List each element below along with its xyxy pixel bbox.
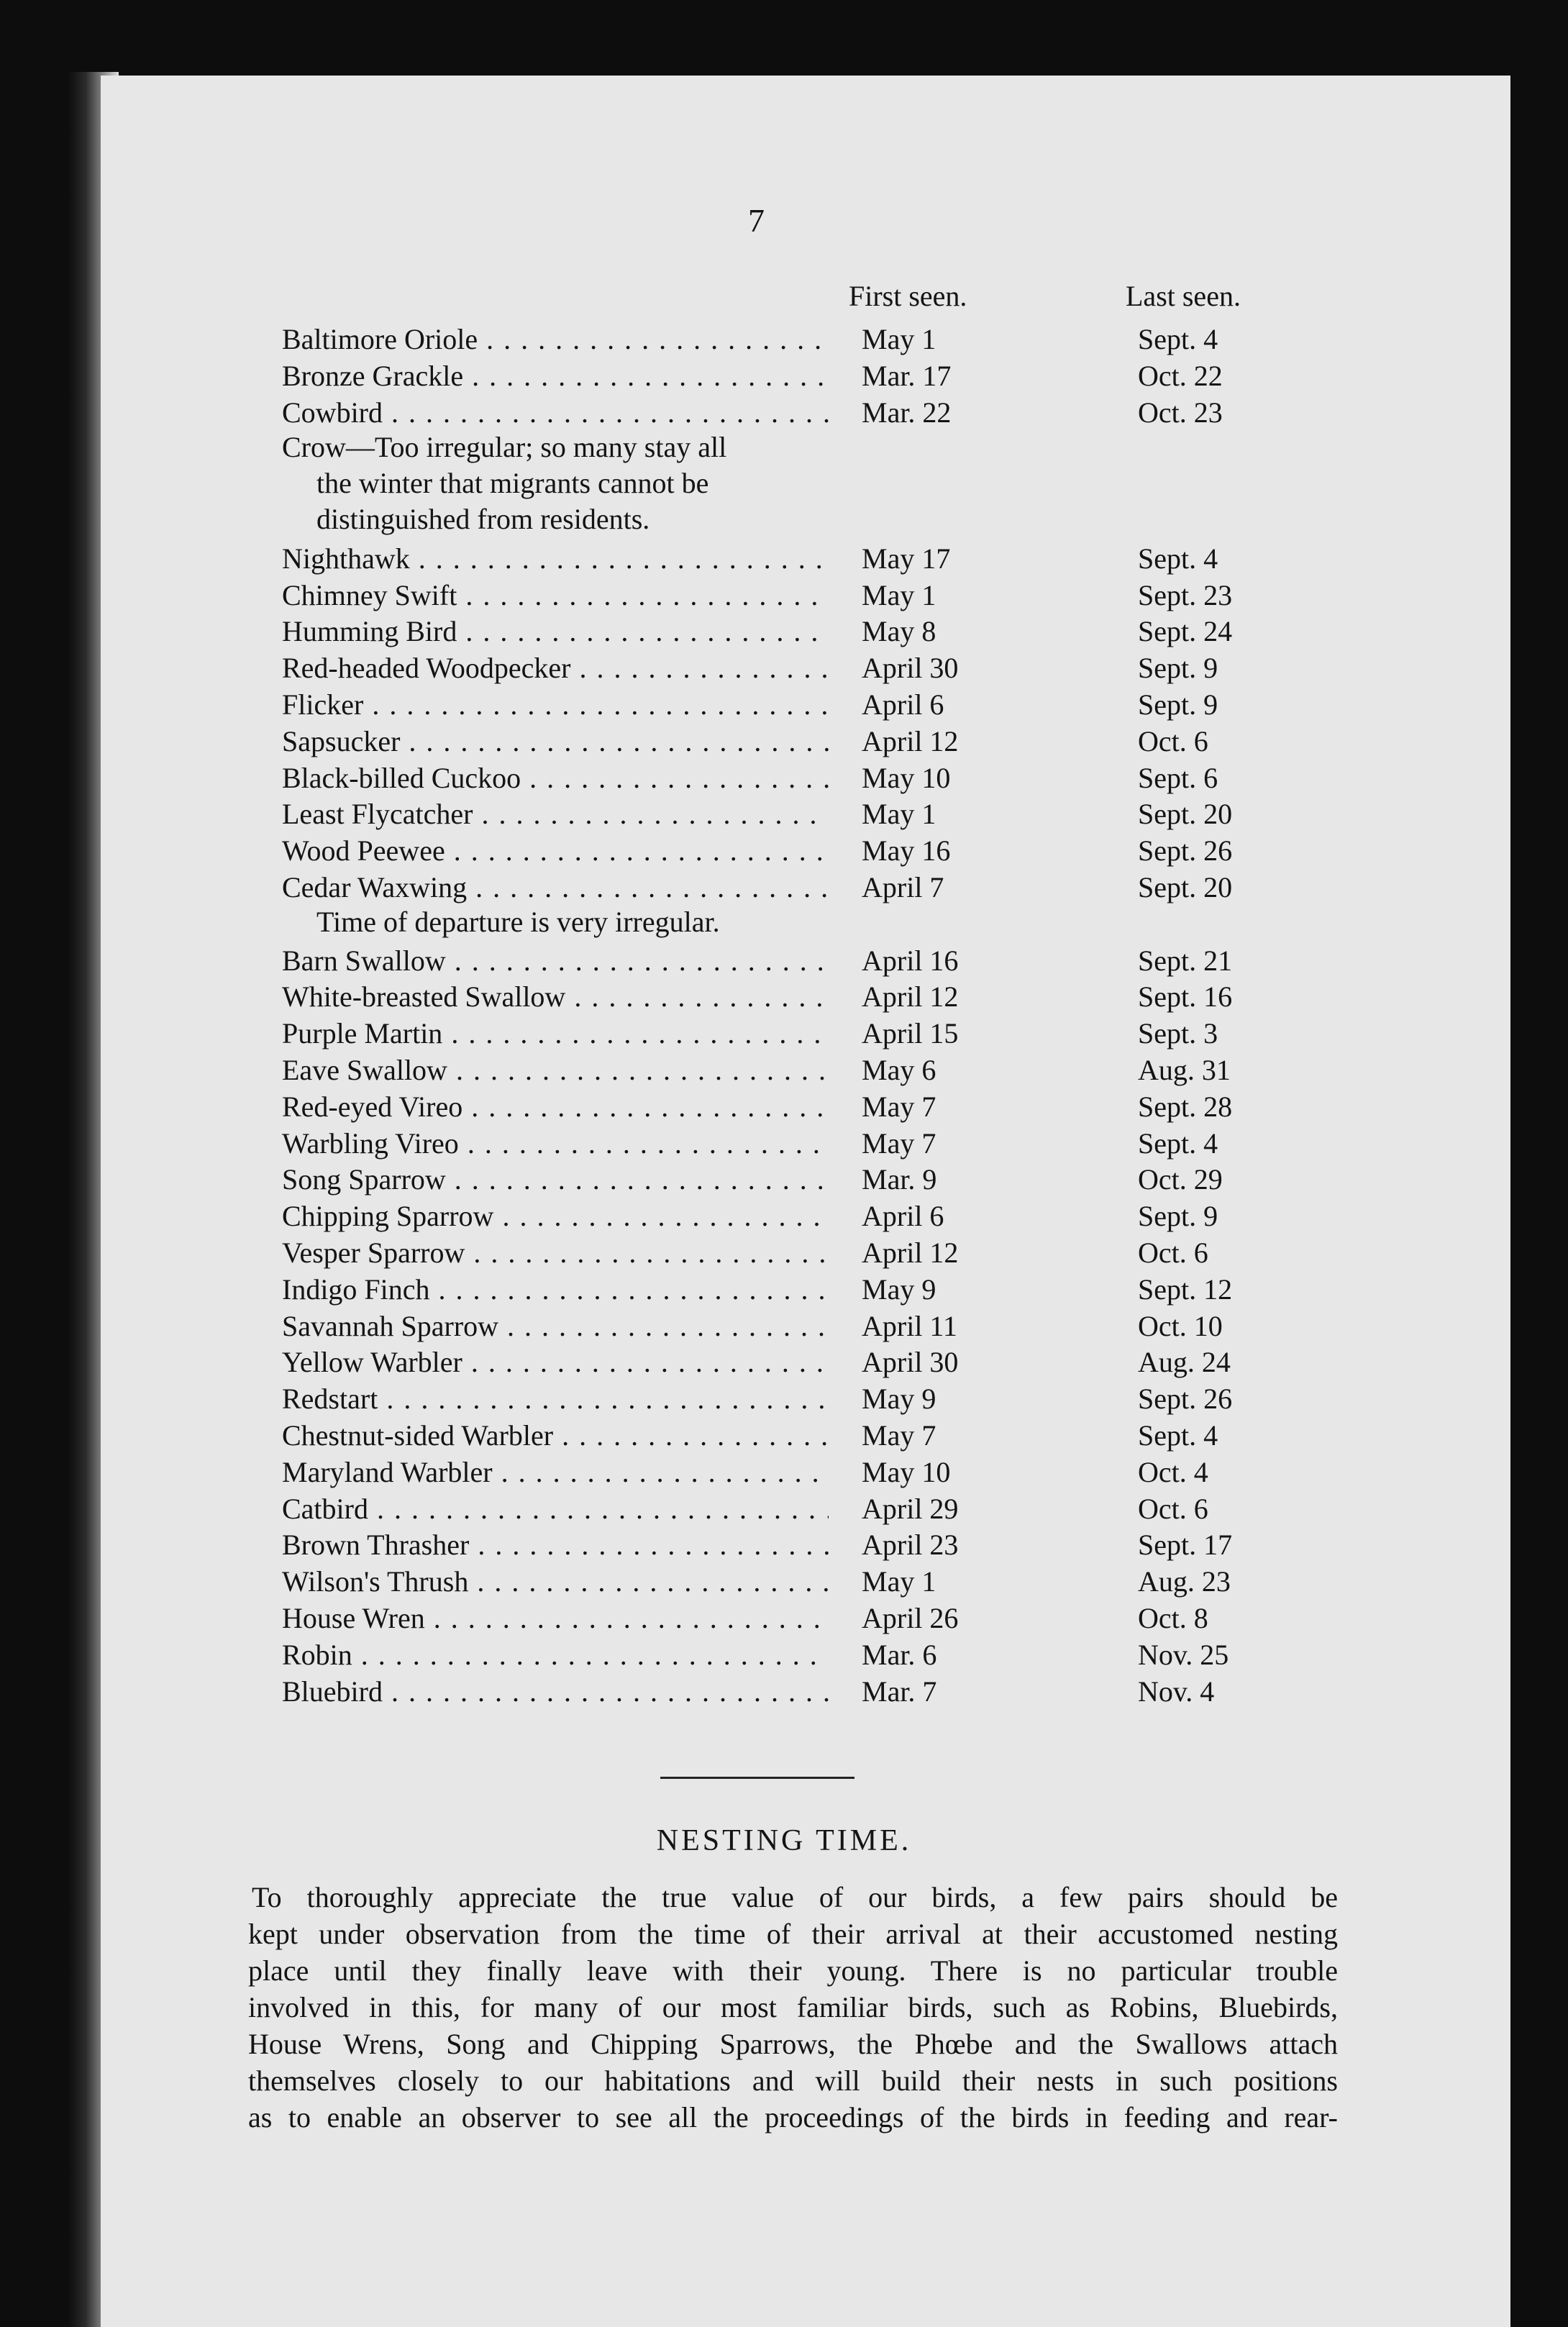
bird-name: Chimney Swift . . . — [282, 578, 829, 614]
column-header-last-seen: Last seen. — [1126, 280, 1241, 312]
table-row — [0, 614, 1568, 650]
first-seen-date: May 1 — [862, 323, 936, 355]
last-seen-date: Sept. 12 — [1138, 1273, 1233, 1306]
table-row — [0, 760, 1568, 796]
crow-note-line: distinguished from residents. — [316, 503, 650, 535]
bird-name: Wilson's Thrush . . . — [282, 1564, 829, 1600]
bird-name: Savannah Sparrow . . . — [282, 1308, 829, 1344]
last-seen-date: Oct. 6 — [1138, 1237, 1208, 1269]
first-seen-date: April 6 — [862, 1200, 944, 1232]
table-row — [0, 796, 1568, 832]
table-row — [0, 1016, 1568, 1052]
last-seen-date: Sept. 4 — [1138, 1419, 1218, 1452]
section-title: NESTING TIME. — [656, 1824, 912, 1857]
last-seen-date: Sept. 20 — [1138, 871, 1233, 903]
table-row — [0, 578, 1568, 614]
table-row — [0, 1674, 1568, 1710]
last-seen-date: Sept. 9 — [1138, 688, 1218, 721]
last-seen-date: Sept. 28 — [1138, 1090, 1233, 1123]
first-seen-date: April 6 — [862, 688, 944, 721]
first-seen-date: April 26 — [862, 1602, 959, 1634]
last-seen-date: Sept. 9 — [1138, 652, 1218, 684]
table-row — [0, 1344, 1568, 1380]
first-seen-date: April 15 — [862, 1017, 959, 1049]
bird-name: Warbling Vireo . . . — [282, 1126, 829, 1162]
bird-name: Chipping Sparrow . . . — [282, 1198, 829, 1234]
table-row — [0, 1198, 1568, 1234]
table-row — [0, 724, 1568, 760]
last-seen-date: Sept. 26 — [1138, 1383, 1233, 1415]
table-row — [0, 1052, 1568, 1088]
first-seen-date: May 7 — [862, 1419, 936, 1452]
last-seen-date: Sept. 17 — [1138, 1529, 1233, 1561]
first-seen-date: May 8 — [862, 615, 936, 647]
first-seen-date: April 12 — [862, 725, 959, 757]
bird-name: Catbird . . . — [282, 1491, 829, 1527]
table-row — [0, 395, 1568, 431]
bird-name: Maryland Warbler . . . — [282, 1454, 829, 1490]
waxwing-note: Time of departure is very irregular. — [316, 906, 720, 938]
bird-name: Song Sparrow . . . — [282, 1162, 829, 1198]
first-seen-date: April 30 — [862, 652, 959, 684]
first-seen-date: April 11 — [862, 1310, 957, 1342]
last-seen-date: Oct. 8 — [1138, 1602, 1208, 1634]
last-seen-date: Oct. 6 — [1138, 1493, 1208, 1525]
first-seen-date: Mar. 7 — [862, 1675, 937, 1708]
bird-name: Cowbird . . . — [282, 395, 829, 431]
crow-note-line: Crow—Too irregular; so many stay all — [282, 431, 727, 463]
table-row — [0, 1089, 1568, 1125]
body-line: kept under observation from the time of their arrival at their accustomed nesting — [248, 1918, 1338, 1950]
last-seen-date: Sept. 4 — [1138, 323, 1218, 355]
bird-name: Bluebird . . . — [282, 1674, 829, 1710]
table-row — [0, 1308, 1568, 1344]
first-seen-date: May 1 — [862, 1565, 936, 1598]
first-seen-date: April 23 — [862, 1529, 959, 1561]
last-seen-date: Oct. 29 — [1138, 1163, 1223, 1196]
bird-name: Redstart . . . — [282, 1381, 829, 1417]
last-seen-date: Nov. 25 — [1138, 1639, 1229, 1671]
first-seen-date: May 1 — [862, 798, 936, 830]
last-seen-date: Oct. 22 — [1138, 360, 1223, 392]
last-seen-date: Sept. 23 — [1138, 579, 1233, 611]
table-row — [0, 358, 1568, 394]
bird-name: Purple Martin . . . — [282, 1016, 829, 1052]
first-seen-date: May 1 — [862, 579, 936, 611]
first-seen-date: April 30 — [862, 1346, 959, 1378]
bird-name: Vesper Sparrow . . . — [282, 1235, 829, 1271]
bird-name: Sapsucker . . . — [282, 724, 829, 760]
bird-name: Humming Bird . . . — [282, 614, 829, 650]
last-seen-date: Sept. 24 — [1138, 615, 1233, 647]
body-line: as to enable an observer to see all the proceedings of the birds in feeding and rear- — [248, 2101, 1338, 2134]
last-seen-date: Sept. 4 — [1138, 542, 1218, 575]
last-seen-date: Oct. 6 — [1138, 725, 1208, 757]
table-row — [0, 1235, 1568, 1271]
first-seen-date: Mar. 9 — [862, 1163, 937, 1196]
column-header-first-seen: First seen. — [849, 280, 967, 312]
table-row — [0, 1491, 1568, 1527]
page-number: 7 — [748, 202, 765, 239]
last-seen-date: Sept. 9 — [1138, 1200, 1218, 1232]
last-seen-date: Aug. 23 — [1138, 1565, 1231, 1598]
first-seen-date: May 9 — [862, 1383, 936, 1415]
last-seen-date: Sept. 6 — [1138, 762, 1218, 794]
bird-name: White-breasted Swallow . . . — [282, 979, 829, 1015]
last-seen-date: Sept. 16 — [1138, 980, 1233, 1013]
bird-name: Least Flycatcher . . . — [282, 796, 829, 832]
first-seen-date: May 7 — [862, 1090, 936, 1123]
crow-note-line: the winter that migrants cannot be — [316, 467, 709, 499]
first-seen-date: April 12 — [862, 980, 959, 1013]
bird-name: Red-headed Woodpecker . . . — [282, 650, 829, 686]
table-row — [0, 650, 1568, 686]
bird-name: Baltimore Oriole . . . — [282, 322, 829, 358]
section-divider — [660, 1777, 854, 1779]
bird-name: Cedar Waxwing . . . — [282, 870, 829, 906]
first-seen-date: April 12 — [862, 1237, 959, 1269]
last-seen-date: Sept. 20 — [1138, 798, 1233, 830]
table-row — [0, 1637, 1568, 1673]
first-seen-date: May 16 — [862, 834, 951, 867]
first-seen-date: May 7 — [862, 1127, 936, 1160]
body-line: themselves closely to our habitations and will build their nests in such positions — [248, 2064, 1338, 2097]
table-row — [0, 1162, 1568, 1198]
first-seen-date: April 7 — [862, 871, 944, 903]
bird-name: Yellow Warbler . . . — [282, 1344, 829, 1380]
body-line: place until they finally leave with their young. There is no particular trouble — [248, 1954, 1338, 1987]
table-row — [0, 322, 1568, 358]
bird-name: Red-eyed Vireo . . . — [282, 1089, 829, 1125]
table-row — [0, 1564, 1568, 1600]
last-seen-date: Sept. 26 — [1138, 834, 1233, 867]
first-seen-date: May 10 — [862, 1456, 951, 1488]
first-seen-date: Mar. 6 — [862, 1639, 937, 1671]
first-seen-date: April 16 — [862, 944, 959, 977]
last-seen-date: Sept. 21 — [1138, 944, 1233, 977]
first-seen-date: Mar. 17 — [862, 360, 952, 392]
body-line: To thoroughly appreciate the true value of our birds, a few pairs should be — [252, 1881, 1338, 1913]
bird-name: Barn Swallow . . . — [282, 943, 829, 979]
bird-name: Chestnut-sided Warbler . . . — [282, 1418, 829, 1454]
last-seen-date: Nov. 4 — [1138, 1675, 1215, 1708]
bird-name: Flicker . . . — [282, 687, 829, 723]
bird-name: Brown Thrasher . . . — [282, 1527, 829, 1563]
last-seen-date: Oct. 4 — [1138, 1456, 1208, 1488]
bird-name: Eave Swallow . . . — [282, 1052, 829, 1088]
first-seen-date: May 9 — [862, 1273, 936, 1306]
table-row — [0, 1126, 1568, 1162]
first-seen-date: April 29 — [862, 1493, 959, 1525]
table-row — [0, 870, 1568, 906]
first-seen-date: May 6 — [862, 1054, 936, 1086]
bird-name: Wood Peewee . . . — [282, 833, 829, 869]
body-line: House Wrens, Song and Chipping Sparrows, the Phœbe and the Swallows attach — [248, 2028, 1338, 2060]
table-row — [0, 979, 1568, 1015]
last-seen-date: Aug. 31 — [1138, 1054, 1231, 1086]
table-row — [0, 541, 1568, 577]
bird-name: Bronze Grackle . . . — [282, 358, 829, 394]
body-line: involved in this, for many of our most familiar birds, such as Robins, Bluebirds, — [248, 1991, 1338, 2023]
table-row — [0, 943, 1568, 979]
bird-name: Indigo Finch . . . — [282, 1272, 829, 1308]
last-seen-date: Oct. 10 — [1138, 1310, 1223, 1342]
table-row — [0, 687, 1568, 723]
table-row — [0, 1454, 1568, 1490]
last-seen-date: Sept. 4 — [1138, 1127, 1218, 1160]
table-row — [0, 833, 1568, 869]
last-seen-date: Aug. 24 — [1138, 1346, 1231, 1378]
table-row — [0, 1272, 1568, 1308]
table-row — [0, 1381, 1568, 1417]
section-body — [248, 1879, 1338, 2136]
first-seen-date: May 17 — [862, 542, 951, 575]
table-row — [0, 1418, 1568, 1454]
bird-name: Nighthawk . . . — [282, 541, 829, 577]
first-seen-date: May 10 — [862, 762, 951, 794]
bird-name: Robin . . . — [282, 1637, 829, 1673]
last-seen-date: Sept. 3 — [1138, 1017, 1218, 1049]
last-seen-date: Oct. 23 — [1138, 396, 1223, 429]
table-row — [0, 1527, 1568, 1563]
first-seen-date: Mar. 22 — [862, 396, 952, 429]
bird-name: House Wren . . . — [282, 1600, 829, 1636]
bird-name: Black-billed Cuckoo . . . — [282, 760, 829, 796]
table-row — [0, 1600, 1568, 1636]
